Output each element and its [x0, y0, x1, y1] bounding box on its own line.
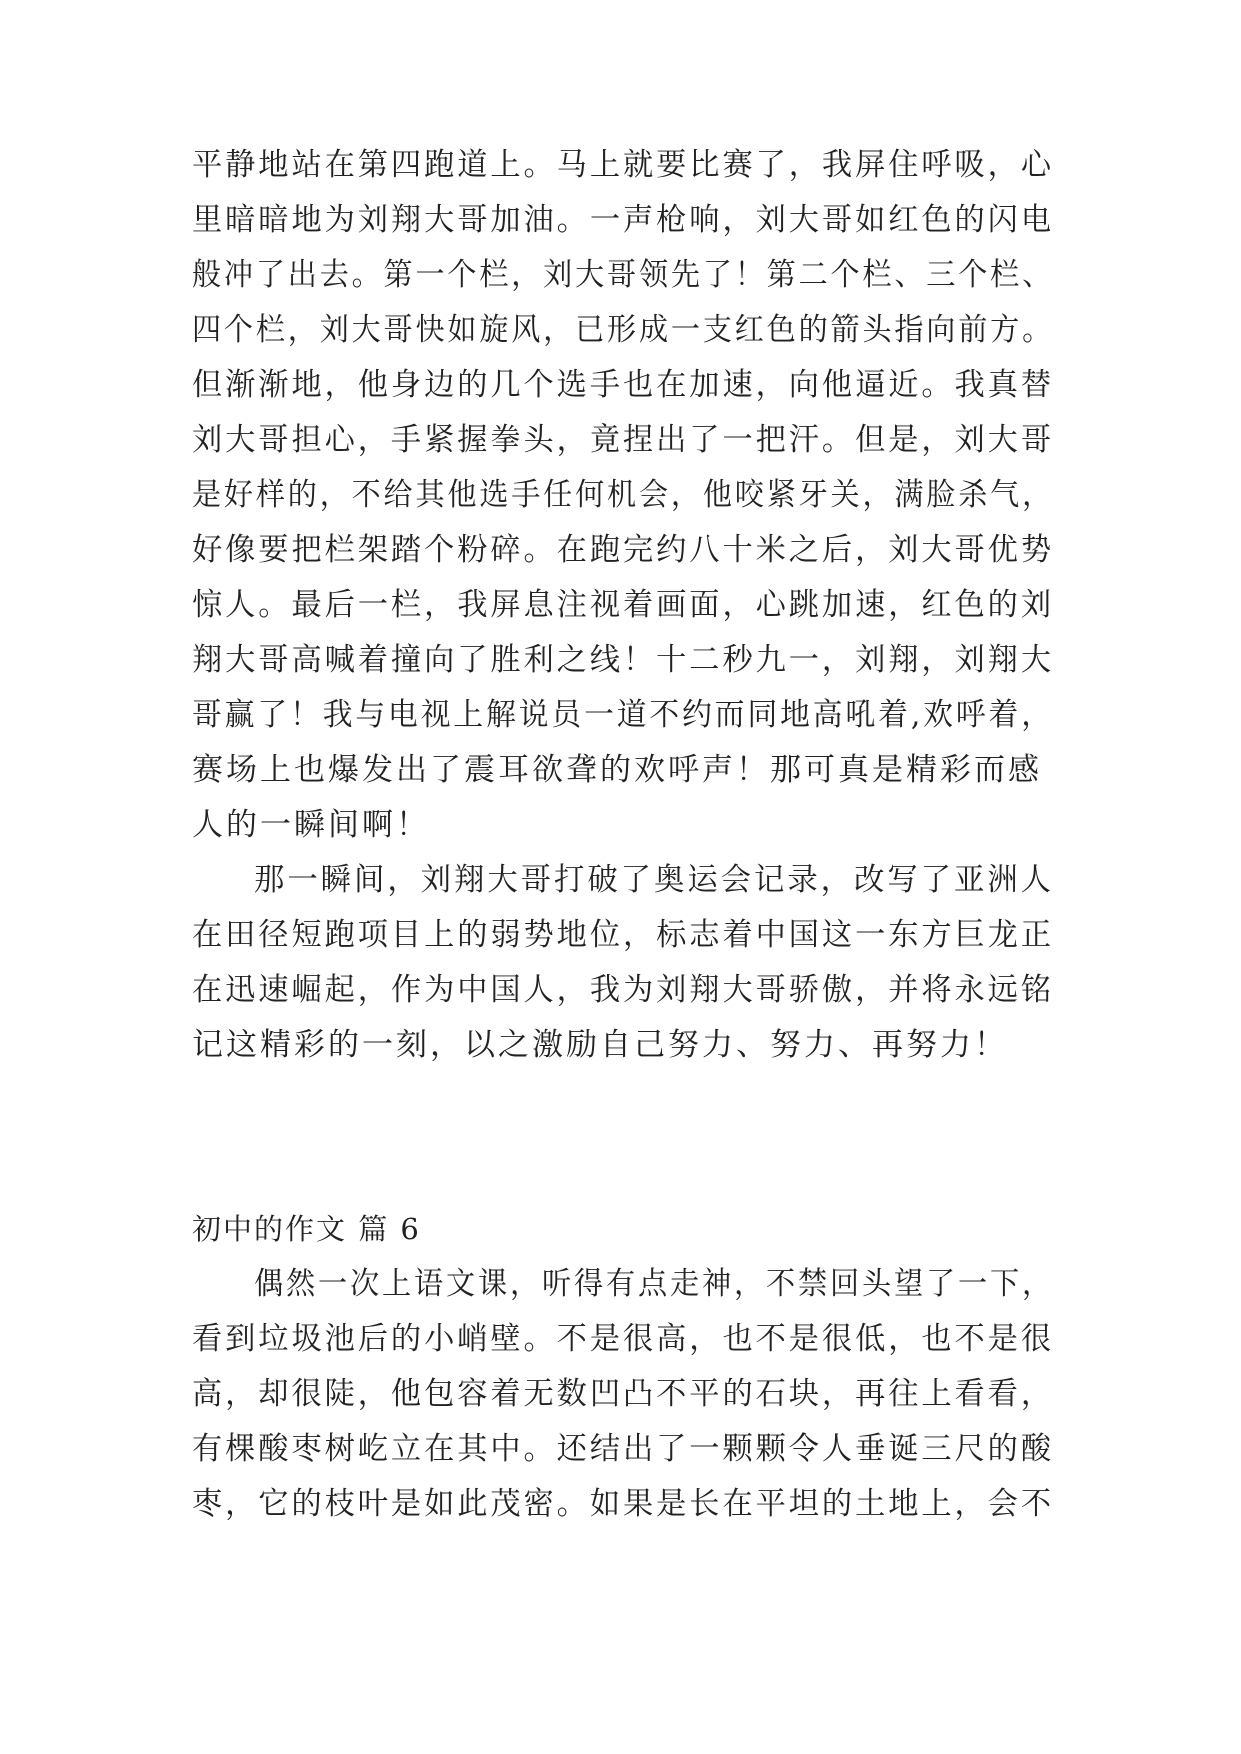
text-line: 哥赢了！我与电视上解说员一道不约而同地高吼着,欢呼着，: [192, 697, 1054, 733]
text-line: 高，却很陡，他包容着无数凹凸不平的石块，再往上看看，: [192, 1376, 1054, 1412]
text-line: 看到垃圾池后的小峭壁。不是很高，也不是很低，也不是很: [192, 1321, 1054, 1357]
text-line: 四个栏，刘大哥快如旋风，已形成一支红色的箭头指向前方。: [192, 312, 1055, 348]
text-line: 好像要把栏架踏个粉碎。在跑完约八十米之后，刘大哥优势: [192, 532, 1054, 568]
text-line: 惊人。最后一栏，我屏息注视着画面，心跳加速，红色的刘: [192, 587, 1054, 623]
text-line: 有棵酸枣树屹立在其中。还结出了一颗颗令人垂诞三尺的酸: [192, 1431, 1054, 1467]
text-line: 记这精彩的一刻，以之激励自己努力、努力、再努力！: [192, 1027, 1008, 1063]
text-line: 平静地站在第四跑道上。马上就要比赛了，我屏住呼吸，心: [192, 147, 1054, 183]
text-line: 是好样的，不给其他选手任何机会，他咬紧牙关，满脸杀气，: [192, 477, 1055, 513]
text-line: 翔大哥高喊着撞向了胜利之线！十二秒九一，刘翔，刘翔大: [192, 642, 1054, 678]
section-heading: 初中的作文 篇 6: [192, 1212, 421, 1246]
text-line: 人的一瞬间啊！: [192, 807, 430, 843]
text-line: 在迅速崛起，作为中国人，我为刘翔大哥骄傲，并将永远铭: [192, 972, 1054, 1008]
text-line: 那一瞬间，刘翔大哥打破了奥运会记录，改写了亚洲人: [254, 862, 1055, 898]
text-line: 枣，它的枝叶是如此茂密。如果是长在平坦的土地上，会不: [192, 1486, 1054, 1522]
document-page: [192, 0, 1054, 1754]
text-line: 般冲了出去。第一个栏，刘大哥领先了！第二个栏、三个栏、: [192, 257, 1055, 293]
text-line: 赛场上也爆发出了震耳欲聋的欢呼声！那可真是精彩而感: [192, 752, 1042, 788]
text-line: 刘大哥担心，手紧握拳头，竟捏出了一把汗。但是，刘大哥: [192, 422, 1054, 458]
text-line: 偶然一次上语文课，听得有点走神，不禁回头望了一下，: [254, 1266, 1055, 1302]
text-line: 在田径短跑项目上的弱势地位，标志着中国这一东方巨龙正: [192, 917, 1054, 953]
text-line: 但渐渐地，他身边的几个选手也在加速，向他逼近。我真替: [192, 367, 1054, 403]
text-line: 里暗暗地为刘翔大哥加油。一声枪响，刘大哥如红色的闪电: [192, 202, 1054, 238]
